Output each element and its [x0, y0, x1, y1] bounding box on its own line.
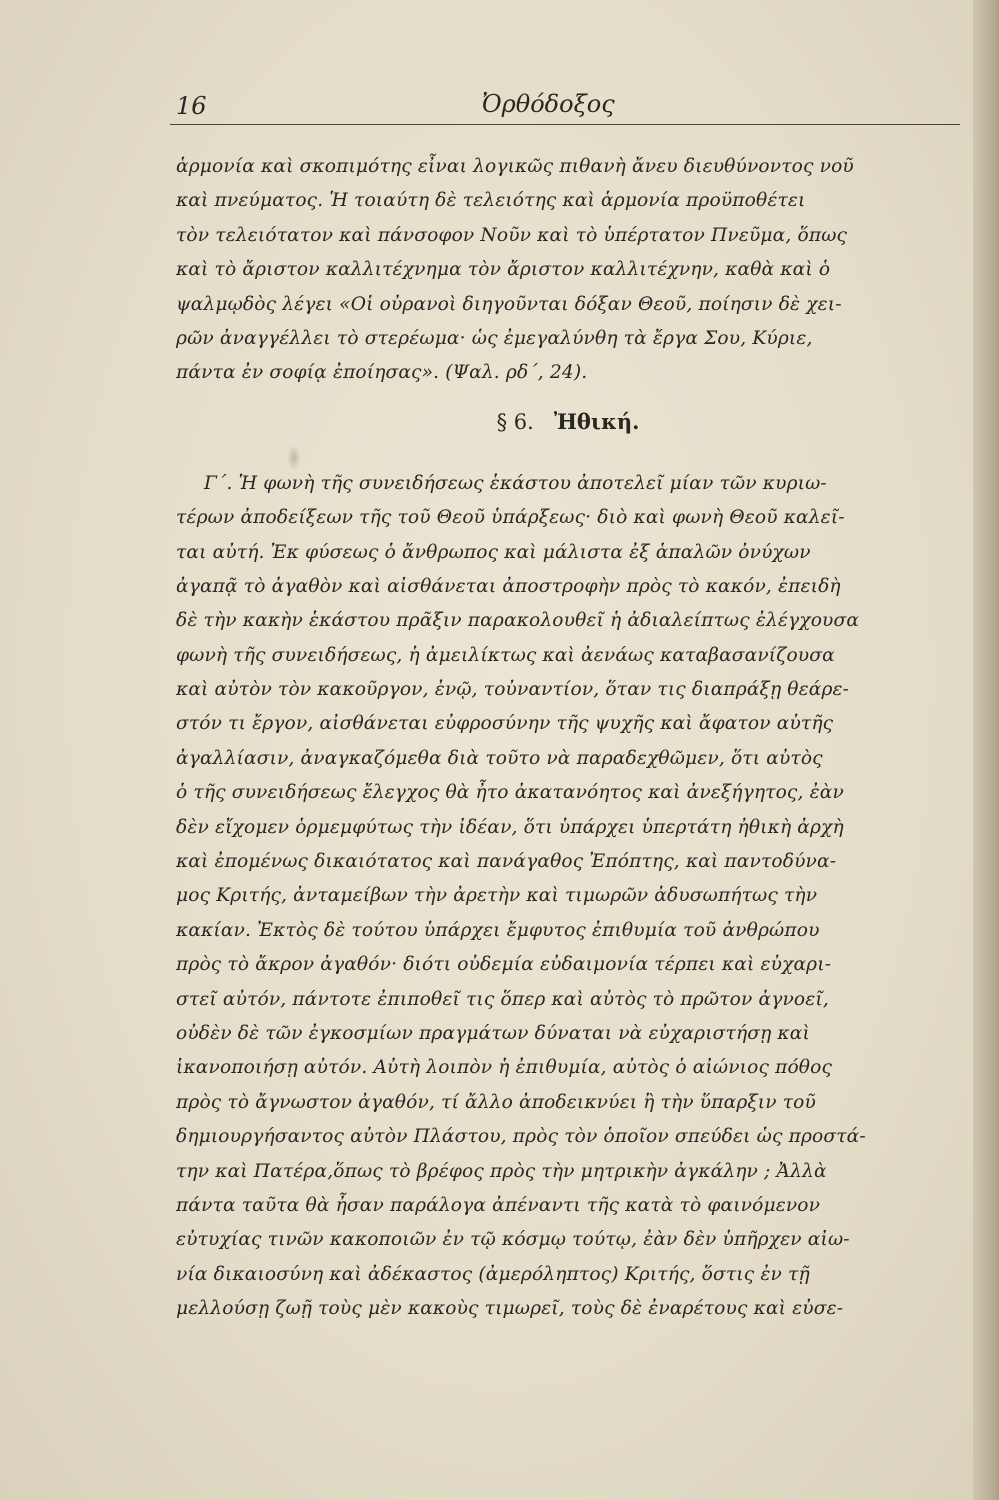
text-line: καὶ πνεύματος. Ἡ τοιαύτη δὲ τελειότης καὶ ἁρμονία προϋποθέτει: [176, 190, 806, 212]
text-line: στεῖ αὐτόν, πάντοτε ἐπιποθεῖ τις ὅπερ καὶ αὐτὸς τὸ πρῶτον ἀγνοεῖ,: [176, 988, 829, 1010]
paragraph-1: [176, 150, 960, 391]
text-line: δημιουργήσαντος αὐτὸν Πλάστου, πρὸς τὸν ὁποῖον σπεύδει ὡς προστά-: [176, 1126, 866, 1148]
page-edge-shadow: [973, 0, 999, 1500]
text-line: ὁ τῆς συνειδήσεως ἔλεγχος θὰ ἦτο ἀκατανόητος καὶ ἀνεξήγητος, ἐὰν: [176, 782, 844, 804]
text-line: δὲ τὴν κακὴν ἑκάστου πρᾶξιν παρακολουθεῖ ἡ ἀδιαλείπτως ἐλέγχουσα: [176, 610, 860, 632]
text-line: ψαλμῳδὸς λέγει «Οἱ οὐρανοὶ διηγοῦνται δόξαν Θεοῦ, ποίησιν δὲ χει-: [176, 293, 842, 315]
text-line: ἱκανοποιήσῃ αὐτόν. Αὐτὴ λοιπὸν ἡ ἐπιθυμία, αὐτὸς ὁ αἰώνιος πόθος: [176, 1057, 833, 1079]
text-line: πρὸς τὸ ἄγνωστον ἀγαθόν, τί ἄλλο ἀποδεικνύει ἢ τὴν ὕπαρξιν τοῦ: [176, 1091, 816, 1113]
text-line: δὲν εἴχομεν ὁρμεμφύτως τὴν ἰδέαν, ὅτι ὑπάρχει ὑπερτάτη ἠθικὴ ἀρχὴ: [176, 816, 844, 838]
text-line: πρὸς τὸ ἄκρον ἀγαθόν· διότι οὐδεμία εὐδαιμονία τέρπει καὶ εὐχαρι-: [176, 954, 832, 976]
section-title: Ἠθική.: [553, 408, 640, 434]
section-symbol: § 6.: [496, 409, 534, 434]
page-number: 16: [176, 92, 207, 120]
text-line: ἀγαλλίασιν, ἀναγκαζόμεθα διὰ τοῦτο νὰ παραδεχθῶμεν, ὅτι αὐτὸς: [176, 747, 823, 769]
text-line: την καὶ Πατέρα,ὅπως τὸ βρέφος πρὸς τὴν μητρικὴν ἀγκάλην ; Ἀλλὰ: [176, 1160, 827, 1182]
text-line: ρῶν ἀναγγέλλει τὸ στερέωμα· ὡς ἐμεγαλύνθη τὰ ἔργα Σου, Κύριε,: [176, 327, 813, 349]
text-line: οὐδὲν δὲ τῶν ἐγκοσμίων πραγμάτων δύναται νὰ εὐχαριστήσῃ καὶ: [176, 1022, 810, 1044]
text-line: νία δικαιοσύνη καὶ ἀδέκαστος (ἀμερόληπτος) Κριτής, ὅστις ἐν τῇ: [176, 1263, 810, 1285]
text-line: μελλούσῃ ζωῇ τοὺς μὲν κακοὺς τιμωρεῖ, τοὺς δὲ ἐναρέτους καὶ εὐσε-: [176, 1298, 844, 1320]
section-heading: [176, 391, 960, 453]
text-line: κακίαν. Ἐκτὸς δὲ τούτου ὑπάρχει ἔμφυτος ἐπιθυμία τοῦ ἀνθρώπου: [176, 919, 820, 941]
text-line: ἁρμονία καὶ σκοπιμότης εἶναι λογικῶς πιθανὴ ἄνευ διευθύνοντος νοῦ: [176, 156, 854, 177]
body-text: [176, 150, 960, 1327]
text-line: πάντα ἐν σοφίᾳ ἐποίησας». (Ψαλ. ρδ΄, 24).: [176, 362, 588, 384]
running-title: Ὀρθόδοξος: [482, 90, 615, 118]
text-line: καὶ αὐτὸν τὸν κακοῦργον, ἐνῷ, τοὐναντίον, ὅταν τις διαπράξῃ θεάρε-: [176, 679, 850, 701]
text-line: καὶ τὸ ἄριστον καλλιτέχνημα τὸν ἄριστον καλλιτέχνην, καθὰ καὶ ὁ: [176, 259, 831, 281]
text-line: Γ΄. Ἡ φωνὴ τῆς συνειδήσεως ἑκάστου ἀποτελεῖ μίαν τῶν κυριω-: [204, 472, 827, 494]
text-line: μος Κριτής, ἀνταμείβων τὴν ἀρετὴν καὶ τιμωρῶν ἀδυσωπήτως τὴν: [176, 885, 818, 907]
text-line: πάντα ταῦτα θὰ ἦσαν παράλογα ἀπέναντι τῆς κατὰ τὸ φαινόμενον: [176, 1194, 821, 1216]
text-line: ἀγαπᾷ τὸ ἀγαθὸν καὶ αἰσθάνεται ἀποστροφὴν πρὸς τὸ κακόν, ἐπειδὴ: [176, 575, 841, 597]
page-header: [170, 88, 960, 125]
text-line: τὸν τελειότατον καὶ πάνσοφον Νοῦν καὶ τὸ ὑπέρτατον Πνεῦμα, ὅπως: [176, 224, 848, 246]
text-line: στόν τι ἔργον, αἰσθάνεται εὐφροσύνην τῆς ψυχῆς καὶ ἄφατον αὐτῆς: [176, 713, 834, 735]
text-line: εὐτυχίας τινῶν κακοποιῶν ἐν τῷ κόσμῳ τούτῳ, ἐὰν δὲν ὑπῆρχεν αἰω-: [176, 1229, 850, 1251]
paragraph-2: [176, 467, 960, 1327]
text-line: τέρων ἀποδείξεων τῆς τοῦ Θεοῦ ὑπάρξεως· διὸ καὶ φωνὴ Θεοῦ καλεῖ-: [176, 507, 845, 529]
text-line: καὶ ἐπομένως δικαιότατος καὶ πανάγαθος Ἐπόπτης, καὶ παντοδύνα-: [176, 851, 837, 873]
text-line: φωνὴ τῆς συνειδήσεως, ἡ ἀμειλίκτως καὶ ἀενάως καταβασανίζουσα: [176, 644, 835, 666]
text-line: ται αὐτή. Ἐκ φύσεως ὁ ἄνθρωπος καὶ μάλιστα ἐξ ἁπαλῶν ὀνύχων: [176, 541, 811, 563]
